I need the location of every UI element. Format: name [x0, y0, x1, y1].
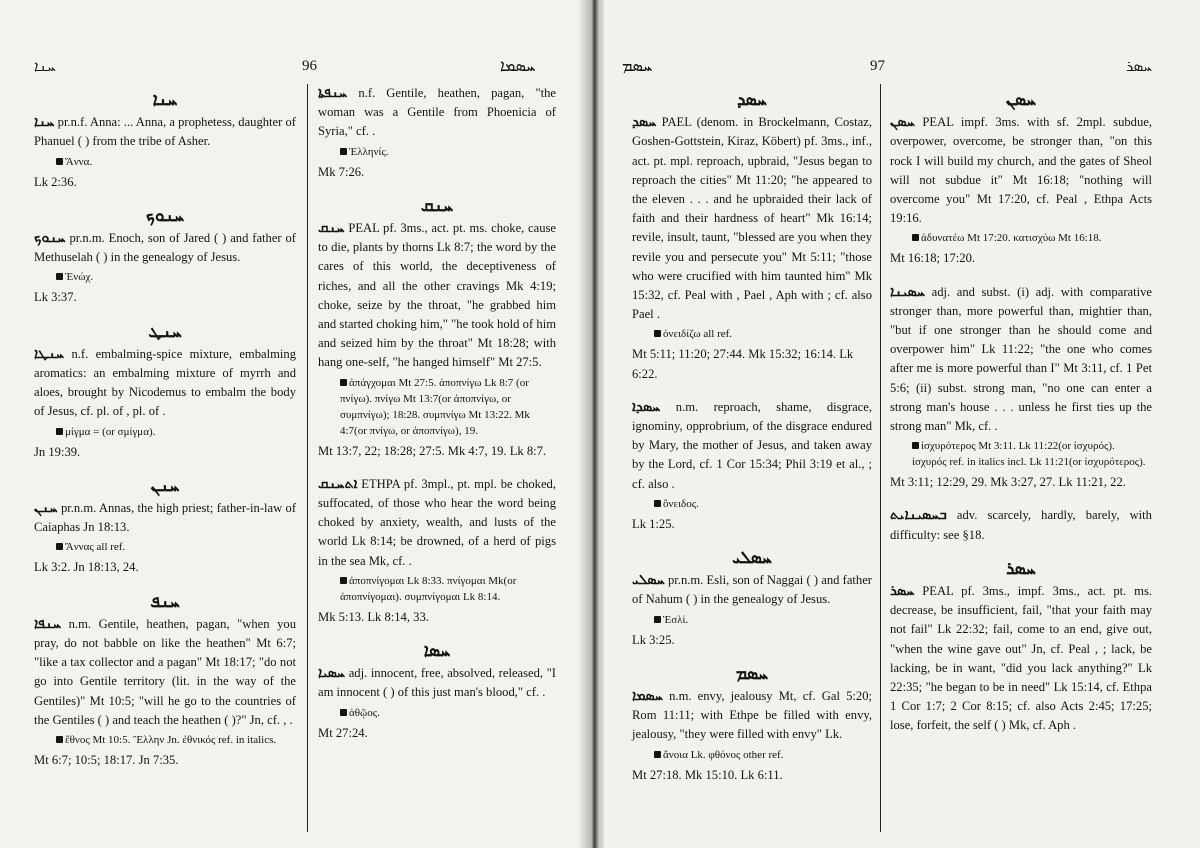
right-page-number: 97	[870, 58, 885, 74]
square-bullet-icon	[654, 330, 661, 337]
entry-body	[34, 615, 296, 730]
dictionary-entry	[632, 548, 872, 650]
greek-note	[318, 144, 556, 160]
reference-list: Lk 3:37.	[34, 290, 77, 305]
headword: ܚܣܕܐ	[632, 399, 661, 415]
greek-note	[34, 154, 296, 170]
greek-note	[318, 573, 556, 605]
dictionary-entry	[34, 90, 296, 192]
root-heading: ܚܢܘܟ	[145, 205, 185, 225]
entry-body	[632, 113, 872, 324]
headword: ܚܣܝܢܐ	[890, 284, 926, 300]
square-bullet-icon	[56, 543, 63, 550]
headword: ܚܣܠܝ	[632, 573, 665, 589]
definition-text: pr.n.m. Esli, son of Naggai ( ) and father of Nahum ( ) in the genealogy of Jesus.	[632, 573, 872, 607]
dictionary-entry	[34, 322, 296, 462]
entry-body	[890, 506, 1152, 544]
greek-note-text: ὀνειδίζω all ref.	[663, 328, 733, 341]
entry-body	[890, 582, 1152, 736]
root-heading: ܚܢܢ	[150, 475, 180, 495]
entry-body	[632, 398, 872, 494]
dictionary-entry	[890, 90, 1152, 269]
square-bullet-icon	[340, 577, 347, 584]
reference-list: Mt 16:18; 17:20.	[890, 251, 976, 266]
reference-list: Mt 27:24.	[318, 725, 368, 740]
left-column-2	[318, 84, 556, 757]
right-page	[604, 0, 1200, 848]
dictionary-entry	[34, 206, 296, 308]
square-bullet-icon	[56, 736, 63, 743]
square-bullet-icon	[340, 709, 347, 716]
headword: ܚܣܝܐ	[318, 666, 346, 682]
definition-text: adv. scarcely, hardly, barely, with difficulty: see §18.	[890, 508, 1152, 542]
definition-text: n.f. Gentile, heathen, pagan, "the woman was a Gentile from Phoenicia of Syria," cf. .	[318, 86, 556, 139]
dictionary-entry	[890, 559, 1152, 736]
root-heading: ܚܢܦ	[150, 591, 180, 611]
greek-note-text: Ἑλληνίς.	[349, 145, 389, 158]
root-heading: ܚܣܪ	[1006, 558, 1036, 578]
square-bullet-icon	[340, 148, 347, 155]
entry-body	[34, 229, 296, 267]
square-bullet-icon	[340, 379, 347, 386]
greek-note-text: Ἄννας all ref.	[65, 541, 126, 554]
entry-body	[34, 345, 296, 422]
headword: ܚܣܪ	[890, 584, 915, 600]
right-column-1	[632, 84, 872, 799]
definition-text: adj. innocent, free, absolved, released, "I am innocent ( ) of this just man's blood," cf. .	[318, 666, 556, 700]
definition-text: PEAL pf. 3ms., act. pt. ms. choke, cause to die, plants by thorns Lk 8:7; the word by the cares of this world, the deceptiveness of riches, and all the other cravings Mk 4:19; choke, seize by the throat, "he grabbed him and started choking him," "he took hold of him and seized him by the throat" Mt 18:28; with hang one-self, "he hanged himself" Mt 27:5.	[318, 221, 556, 370]
left-page	[0, 0, 598, 848]
root-heading: ܚܢܩ	[420, 195, 454, 215]
entry-body	[318, 475, 556, 571]
root-heading: ܚܣܢ	[1005, 90, 1037, 109]
definition-text: n.m. Gentile, heathen, pagan, "when you pray, do not babble on like the heathen" Mt 6:7; "like a tax collector and a pagan" Mt 18:17; "do not go into Gentile territory (lit. in the way of the Gentiles)" Mt 10:5; "will he go to the countries of the Gentiles ( ) and teach the heathen ( )?" Jn, cf. , .	[34, 616, 296, 727]
square-bullet-icon	[912, 442, 919, 449]
column-rule	[307, 84, 308, 832]
greek-note-text: ἰσχυρότερος Mt 3:11. Lk 11:22(or ἰσχυρός). ἰσχυρός ref. in italics incl. Lk 11:21(or ἰσχυρότερος).	[912, 440, 1146, 469]
column-rule	[880, 84, 881, 832]
greek-note-text: ἀδυνατέω Mt 17:20. κατισχύω Mt 16:18.	[921, 232, 1102, 245]
root-heading: ܚܣܐ	[423, 641, 451, 661]
definition-text: ETHPA pf. 3mpl., pt. mpl. be choked, suffocated, of those who hear the word being choked by anxiety, wealth, and lusts of the world Lk 8:14; be drowned, of a herd of pigs in the sea Mk, cf. .	[318, 476, 556, 568]
greek-note-text: ἄνοια Lk. φθόνος other ref.	[663, 748, 784, 761]
right-running-head-left: ܚܣܡ	[622, 58, 653, 75]
reference-list: Lk 3:2. Jn 18:13, 24.	[34, 560, 139, 575]
greek-note-text: Ἑσλί.	[663, 613, 689, 626]
greek-note	[890, 230, 1152, 246]
entry-body	[34, 113, 296, 151]
entry-body	[632, 571, 872, 609]
greek-note	[318, 375, 556, 439]
reference-list: Mt 3:11; 12:29, 29. Mk 3:27, 27. Lk 11:21, 22.	[890, 475, 1126, 490]
left-running-head-right: ܚܣܡܐ	[500, 58, 536, 75]
entry-body	[318, 84, 556, 142]
square-bullet-icon	[912, 234, 919, 241]
headword: ܒܚܣܝܢܐܝܬ	[890, 508, 947, 524]
reference-list: Lk 3:25.	[632, 632, 675, 647]
headword: ܚܢܦܐ	[34, 616, 62, 632]
reference-list: Mt 13:7, 22; 18:28; 27:5. Mk 4:7, 19. Lk 8:7.	[318, 443, 547, 458]
root-heading: ܚܣܡ	[735, 663, 769, 683]
root-heading: ܚܢܛ	[148, 321, 182, 341]
dictionary-entry	[318, 196, 556, 461]
greek-note	[34, 732, 296, 748]
greek-note-text: ἀποπνίγομαι Lk 8:33. πνίγομαι Mk(or ἀποπνίγομαι). συμπνίγομαι Lk 8:14.	[340, 574, 517, 603]
headword: ܚܢܐ	[34, 115, 55, 131]
definition-text: PEAL pf. 3ms., impf. 3ms., act. pt. ms. decrease, be insufficient, fail, "that your faith may not fail" Lk 22:32; fail, come to an end, give out, "when the wine gave out" Jn, cf. Peal , ; lack, be lacking, be in want, "did you lack anything?" Lk 22:35; "he began to be in need" Lk 15:14, cf. Ethpa 1 Cor 1:7; 2 Cor 8:15; cf. also Acts 2:45; 17:25; lose, forfeit, the self ( ) Mk, cf. Aph .	[890, 584, 1152, 733]
headword: ܚܣܕ	[632, 115, 657, 131]
square-bullet-icon	[56, 158, 63, 165]
entry-body	[318, 664, 556, 702]
definition-text: n.m. envy, jealousy Mt, cf. Gal 5:20; Rom 11:11; with Ethpe be filled with envy, jealousy, "they were filled with envy" Lk.	[632, 689, 872, 742]
greek-note-text: ἔθνος Mt 10:5. Ἕλλην Jn. ἐθνικός ref. in italics.	[65, 734, 277, 747]
dictionary-entry	[632, 90, 872, 384]
reference-list: Mt 27:18. Mk 15:10. Lk 6:11.	[632, 767, 783, 782]
definition-text: pr.n.f. Anna: ... Anna, a prophetess, daughter of Phanuel ( ) from the tribe of Asher.	[34, 115, 296, 149]
left-running-head: ܚܢܐ	[34, 59, 56, 75]
reference-list: Mt 6:7; 10:5; 18:17. Jn 7:35.	[34, 753, 179, 768]
definition-text: pr.n.m. Enoch, son of Jared ( ) and father of Methuselah ( ) in the genealogy of Jesus.	[34, 231, 296, 265]
dictionary-entry	[632, 398, 872, 534]
dictionary-entry	[890, 283, 1152, 493]
reference-list: Mk 7:26.	[318, 164, 365, 179]
reference-list: Mt 5:11; 11:20; 27:44. Mk 15:32; 16:14. Lk 6:22.	[632, 347, 854, 381]
definition-text: pr.n.m. Annas, the high priest; father-in-law of Caiaphas Jn 18:13.	[34, 501, 297, 535]
left-column-1	[34, 84, 296, 784]
headword: ܚܢܩ	[318, 221, 345, 237]
headword: ܚܣܢ	[890, 115, 915, 131]
headword: ܐܬܚܢܩ	[318, 476, 358, 492]
square-bullet-icon	[56, 273, 63, 280]
definition-text: adj. and subst. (i) adj. with comparative stronger than, more powerful than, mightier than, "but if one stronger than he should come and overpower him" Lk 11:22; "the one who comes after me is more powerful than I" Mt 3:11, cf. 1 Pet 5:6; (ii) subst. strong man, "no one can enter a strong man's house . . . unless he first ties up the strong man" Mk, cf. .	[890, 284, 1152, 434]
reference-list: Mk 5:13. Lk 8:14, 33.	[318, 609, 429, 624]
dictionary-entry	[318, 475, 556, 627]
definition-text: PEAL impf. 3ms. with sf. 2mpl. subdue, overpower, overcome, be stronger than, "on this rock I will build my church, and the gates of Sheol will not subdue it" Mt 16:18; "nothing will overcome you" Mt 17:20, cf. Peal , Ethpa Acts 19:16.	[890, 115, 1152, 226]
dictionary-entry	[318, 641, 556, 743]
entry-body	[890, 283, 1152, 437]
left-page-number: 96	[302, 58, 317, 74]
headword: ܚܢܦܬܐ	[318, 86, 348, 101]
entry-body	[890, 113, 1152, 228]
greek-note-text: ἀπάγχομαι Mt 27:5. ἀποπνίγω Lk 8:7 (or πνίγω). πνίγω Mt 13:7(or ἀποπνίγω, or συμπνίγω); 18:28. συμπνίγω Mt 13:22. Mk 4:7(or πνίγω, or ἀποπνίγω), 19.	[340, 376, 530, 437]
headword: ܚܢܢ	[34, 501, 58, 517]
reference-list: Lk 2:36.	[34, 174, 77, 189]
entry-body	[34, 499, 296, 537]
greek-note-text: μίγμα = (or σμίγμα).	[65, 425, 156, 438]
greek-note-text: ὄνειδος.	[663, 497, 699, 510]
definition-text: PAEL (denom. in Brockelmann, Costaz, Goshen-Gottstein, Kiraz, Köbert) pf. 3ms., inf., act. pt. mpl. reproach, upbraid, "Jesus began to reproach the cities" Mt 11:20; "he appeared to the eleven . . . and he upbraided their lack of faith and their hardness of heart" Mk 16:14; revile, insult, taunt, "blessed are you when they revile you and persecute you" Mt 5:11; "those who were crucified with him taunted him" Mk 15:32, cf. Peal with , Pael , Aph with ; cf. also Pael .	[632, 115, 872, 322]
root-heading: ܚܣܠܝ	[732, 548, 772, 568]
right-running-head: ܚܣܪ	[1126, 59, 1153, 75]
square-bullet-icon	[654, 751, 661, 758]
greek-note	[34, 539, 296, 555]
greek-note	[632, 326, 872, 342]
greek-note	[632, 612, 872, 628]
greek-note	[632, 496, 872, 512]
entry-body	[318, 219, 556, 373]
greek-note	[34, 269, 296, 285]
dictionary-entry	[34, 592, 296, 771]
dictionary-entry	[318, 84, 556, 182]
root-heading: ܚܣܕ	[737, 90, 767, 109]
square-bullet-icon	[654, 500, 661, 507]
root-heading: ܚܢܐ	[152, 90, 178, 109]
greek-note	[318, 705, 556, 721]
dictionary-entry	[34, 476, 296, 578]
reference-list: Lk 1:25.	[632, 516, 675, 531]
entry-body	[632, 687, 872, 745]
greek-note-text: ἀθῷος.	[349, 706, 380, 719]
headword: ܚܢܛܐ	[34, 346, 65, 362]
reference-list: Jn 19:39.	[34, 444, 81, 459]
dictionary-entry	[890, 506, 1152, 544]
headword: ܚܢܘܟ	[34, 231, 66, 247]
right-column-2	[890, 84, 1152, 750]
headword: ܚܣܡܐ	[632, 689, 663, 705]
definition-text: n.m. reproach, shame, disgrace, ignominy, opprobrium, of the disgrace endured by Mary, the mother of Jesus, and taken away by the Lord, cf. 1 Cor 15:34; Phil 3:19 et al., ; cf. also .	[632, 399, 872, 491]
definition-text: n.f. embalming-spice mixture, embalming aromatics: an embalming mixture of myrrh and aloes, brought by Nicodemus to embalm the body of Jesus, cf. pl. of , pl. of .	[34, 346, 296, 419]
square-bullet-icon	[56, 428, 63, 435]
greek-note-text: Ἄννα.	[65, 155, 93, 168]
greek-note	[890, 438, 1152, 470]
greek-note	[632, 747, 872, 763]
dictionary-entry	[632, 664, 872, 785]
greek-note	[34, 424, 296, 440]
square-bullet-icon	[654, 616, 661, 623]
greek-note-text: Ἑνώχ.	[65, 271, 94, 284]
